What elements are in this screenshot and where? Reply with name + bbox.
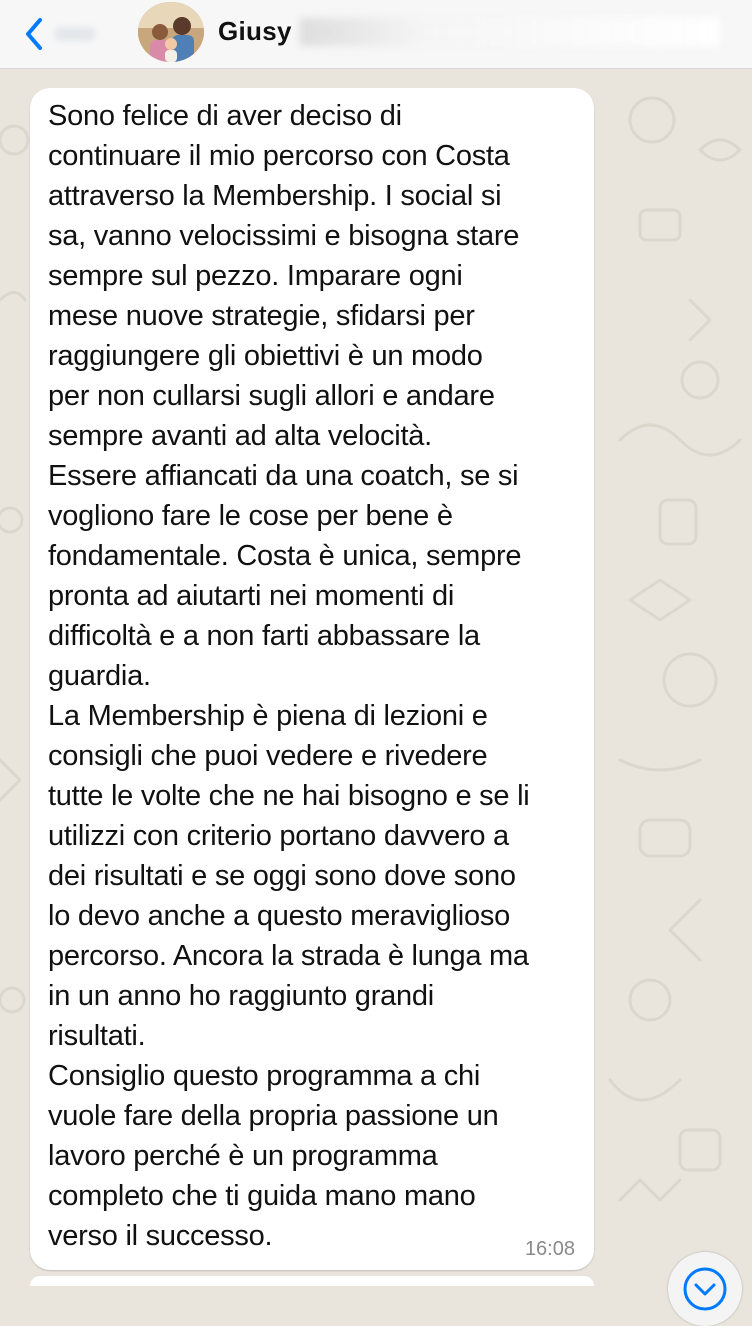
message-line: fondamentale. Costa è unica, sempre <box>48 540 522 572</box>
message-line: attraverso la Membership. I social si <box>48 180 502 212</box>
message-line: vogliono fare le cose per bene è <box>48 500 453 532</box>
message-bubble[interactable] <box>30 88 594 1270</box>
avatar-photo <box>138 2 204 62</box>
message-timestamp: 16:08 <box>524 1238 575 1260</box>
message-line: Consiglio questo programma a chi <box>48 1060 481 1092</box>
message-line: Essere affiancati da una coatch, se si <box>48 460 519 492</box>
message-line: in un anno ho raggiunto grandi <box>48 980 434 1012</box>
message-line: percorso. Ancora la strada è lunga ma <box>48 940 529 972</box>
message-line: consigli che puoi vedere e rivedere <box>48 740 488 772</box>
message-line: guardia. <box>48 660 151 692</box>
message-line: utilizzi con criterio portano davvero a <box>48 820 509 852</box>
next-message-bubble[interactable] <box>30 1276 594 1286</box>
message-text <box>48 96 588 1256</box>
message-line: per non cullarsi sugli allori e andare <box>48 380 495 412</box>
message-line: sempre avanti ad alta velocità. <box>48 420 432 452</box>
unread-count-redacted <box>54 27 96 41</box>
scroll-down-icon <box>668 1252 742 1326</box>
message-line: verso il successo. <box>48 1220 273 1252</box>
message-line: dei risultati e se oggi sono dove sono <box>48 860 516 892</box>
contact-name[interactable]: Giusy <box>218 16 292 46</box>
name-redacted-blur <box>300 18 720 46</box>
scroll-down-button[interactable] <box>668 1252 742 1326</box>
chat-header <box>0 0 752 69</box>
message-line: vuole fare della propria passione un <box>48 1100 499 1132</box>
message-line: La Membership è piena di lezioni e <box>48 700 488 732</box>
message-line: lo devo anche a questo meraviglioso <box>48 900 510 932</box>
message-line: pronta ad aiutarti nei momenti di <box>48 580 455 612</box>
message-line: tutte le volte che ne hai bisogno e se li <box>48 780 530 812</box>
message-line: risultati. <box>48 1020 146 1052</box>
message-line: sa, vanno velocissimi e bisogna stare <box>48 220 520 252</box>
back-button[interactable] <box>22 12 102 56</box>
message-line: lavoro perché è un programma <box>48 1140 438 1172</box>
message-line: completo che ti guida mano mano <box>48 1180 476 1212</box>
message-line: difficoltà e a non farti abbassare la <box>48 620 480 652</box>
chevron-left-icon <box>22 14 46 54</box>
message-line: raggiungere gli obiettivi è un modo <box>48 340 483 372</box>
message-line: sempre sul pezzo. Imparare ogni <box>48 260 463 292</box>
contact-avatar[interactable] <box>138 2 204 62</box>
message-line: Sono felice di aver deciso di <box>48 100 402 132</box>
message-line: mese nuove strategie, sfidarsi per <box>48 300 475 332</box>
message-line: continuare il mio percorso con Costa <box>48 140 510 172</box>
